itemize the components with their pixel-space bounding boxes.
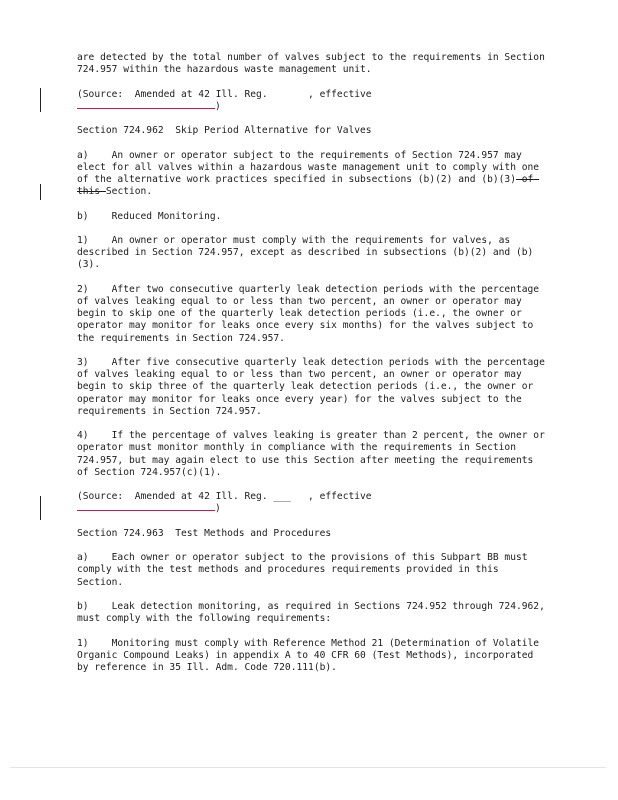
section-724-963-heading: Section 724.963 Test Methods and Procedures xyxy=(77,527,332,539)
subsection-a-text: a) An owner or operator subject to the requirements of Section 724.957 may elect for all valves within a hazardous waste management unit to comply with one of the alternative work practices specified in subsections (b)(2) and (b)(3) xyxy=(77,149,545,185)
struck-text: of this xyxy=(77,173,540,198)
section-724-963-subsection-a: a) Each owner or operator subject to the provisions of this Subpart BB must comply with the test methods and procedures requirements provided in this Section. xyxy=(77,552,534,588)
source-note-1 xyxy=(77,89,547,113)
change-bar-subsection-a xyxy=(40,184,41,200)
subsection-b-2: 2) After two consecutive quarterly leak detection periods with the percentage of valves leaking equal to or less than two percent, an owner or operator may begin to skip one of the quarterly leak detection periods (i.e., the owner or operator may monitor for leaks once every six months) for the valves subject to the requirements in Section 724.957. xyxy=(77,283,545,344)
source-note-2-effective: , effective xyxy=(308,491,372,503)
page-bottom-rule xyxy=(10,767,606,768)
subsection-b-1-monitoring: 1) Monitoring must comply with Reference Method 21 (Determination of Volatile Organic Compound Leaks) in appendix A to 40 CFR 60 (Test Methods), incorporated by reference in 35 Ill. Adm. Code 720.111(b). xyxy=(77,637,545,673)
document-body xyxy=(77,52,551,686)
revision-rule-1 xyxy=(77,108,215,109)
change-bar-source-1 xyxy=(40,88,41,112)
source-note-1-close: ) xyxy=(215,100,221,112)
section-724-962-subsection-a xyxy=(77,150,547,199)
source-note-2-blank: ___ xyxy=(273,491,291,503)
revision-rule-2 xyxy=(77,510,215,511)
subsection-a-end: Section. xyxy=(105,186,153,198)
change-bar-source-2 xyxy=(40,496,41,520)
source-note-2-text: (Source: Amended at 42 Ill. Reg. xyxy=(77,491,274,503)
source-note-1-effective: , effective xyxy=(308,88,372,100)
paragraph-continuation: are detected by the total number of valves subject to the requirements in Section 724.957 within the hazardous waste management unit. xyxy=(77,52,551,76)
section-724-963-subsection-b: b) Leak detection monitoring, as required in Sections 724.952 through 724.962, must comply with the following requirements: xyxy=(77,600,551,625)
source-note-2 xyxy=(77,491,547,515)
subsection-b-1: 1) An owner or operator must comply with the requirements for valves, as described in Section 724.957, except as described in subsections (b)(2) and (b)(3). xyxy=(77,234,534,271)
section-724-962-subsection-b: b) Reduced Monitoring. xyxy=(77,210,222,222)
source-note-2-close: ) xyxy=(215,503,221,515)
source-note-1-text: (Source: Amended at 42 Ill. Reg. xyxy=(77,88,274,100)
section-724-962-heading: Section 724.962 Skip Period Alternative for Valves xyxy=(77,125,372,137)
subsection-b-3: 3) After five consecutive quarterly leak detection periods with the percentage of valves leaking equal to or less than two percent, an owner or operator may begin to skip three of the quarterly leak detection periods (i.e., the owner or operator may monitor for leaks once every year) for the valves subject to the requirements in Section 724.957. xyxy=(77,356,551,417)
subsection-b-4: 4) If the percentage of valves leaking is greater than 2 percent, the owner or operator must monitor monthly in compliance with the requirements in Section 724.957, but may again elect to use this Section after meeting the requirements of Section 724.957(c)(1). xyxy=(77,430,551,478)
